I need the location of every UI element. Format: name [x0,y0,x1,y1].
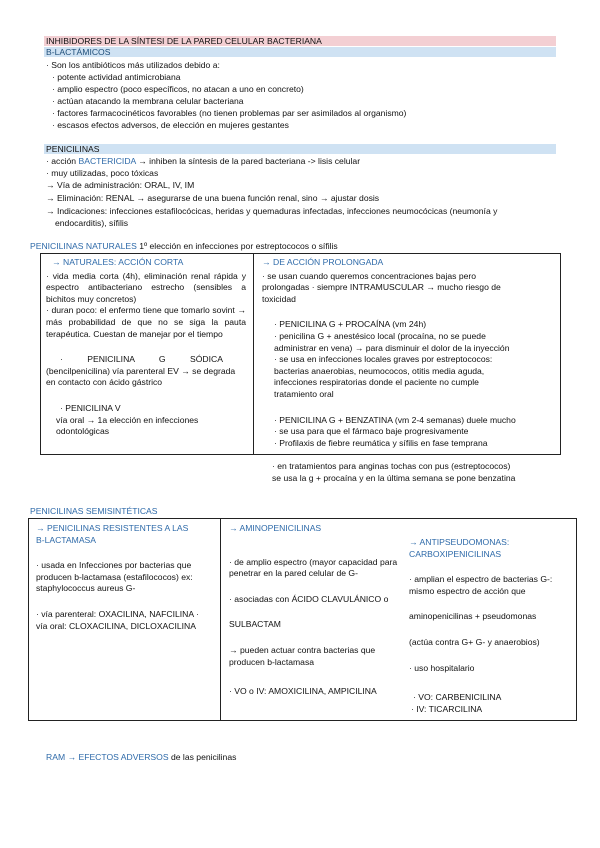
blactam-header: B-LACTÁMICOS [44,47,556,57]
paragraph: · PENICILINA G + BENZATINA (vm 2-4 semanas) duele mucho · se usa para que el fármaco baje progresivamente [274,414,516,437]
naturales-title-highlight: PENICILINAS NATURALES [30,241,137,251]
paragraph: · PENICILINA G + PROCAÍNA (vm 24h) [274,319,427,330]
bactericida-highlight: BACTERICIDA [78,156,136,166]
pen-line-3: → Vía de administración: ORAL, IV, IM [46,180,195,190]
paragraph: · uso hospitalario [409,662,475,673]
paragraph: · vía parenteral: OXACILINA, NAFCILINA · vía oral: CLOXACILINA, DICLOXACILINA [36,608,199,631]
semi-col1-header: → PENICILINAS RESISTENTES A LAS B-LACTAMASA [36,523,189,545]
pen-line-1 [46,156,360,168]
paragraph: SULBACTAM [229,619,281,630]
naturales-left-header: → NATURALES: ACCIÓN CORTA [52,257,184,267]
paragraph: · VO: CARBENICILINA [413,692,502,703]
paragraph: vía oral → 1a elección en infecciones odontológicas [56,414,199,437]
paragraph: · amplian el espectro de bacterias G-: mismo espectro de acción que [409,574,553,596]
paragraph: · penicilina G + anestésico local (procaína, no se puede administrar en vena) → para disminuir el dolor de la inyección [274,330,510,353]
paragraph: · VO o IV: AMOXICILINA, AMPICILINA [229,686,377,697]
penicilinas-header: PENICILINAS [44,144,556,154]
pen-line-6: endocarditis), sífilis [55,218,129,228]
naturales-right-col [258,257,530,485]
paragraph: · asociadas con ÁCIDO CLAVULÁNICO o [229,593,389,604]
paragraph: → pueden actuar contra bacterias que producen b-lactamasa [229,644,376,667]
list-item: · escasos efectos adversos, de elección en mujeres gestantes [52,120,289,130]
list-item: · amplio espectro (poco específicos, no atacan a uno en concreto) [52,84,304,94]
list-item: · potente actividad antimicrobiana [52,72,181,82]
paragraph: (actúa contra G+ G- y anaerobios) [409,636,540,647]
paragraph: (bencilpenicilina) vía parenteral EV → se degrada en contacto con ácido gástrico [46,365,236,388]
paragraph: aminopenicilinas + pseudomonas [409,611,537,622]
ram-title [46,752,236,764]
paragraph: · se usa en infecciones locales graves por estreptococos: bacterias anaerobias, neumococos, otitis media aguda, infecciones respiratorias donde el paciente no cumple tratamiento oral [274,354,493,399]
blactam-intro: · Son los antibióticos más utilizados debido a: [46,60,220,70]
semi-col3-header: → ANTIPSEUDOMONAS: CARBOXIPENICILINAS [409,537,510,559]
text: → inhiben la síntesis de la pared bacteriana -> lisis celular [135,156,361,166]
table-divider [220,518,221,721]
pen-line-4: → Eliminación: RENAL → asegurarse de una buena función renal, sino → ajustar dosis [46,193,380,203]
naturales-right-header: → DE ACCIÓN PROLONGADA [262,257,384,267]
semi-col-2 [229,523,411,698]
paragraph: · en tratamientos para anginas tochas con pus (estreptococos) se usa la g + procaína y en la última semana se pone benzatina [272,461,516,483]
paragraph: · PENICILINA G SÓDICA [60,354,223,365]
text: de las penicilinas [168,752,237,762]
semi-col-3 [409,537,574,715]
paragraph: · Profilaxis de fiebre reumática y sífilis en fase temprana [274,437,488,448]
paragraph: · PENICILINA V [60,402,121,413]
pen-line-2: · muy utilizadas, poco tóxicas [46,168,159,178]
paragraph: · de amplio espectro (mayor capacidad para penetrar en la pared celular de G- [229,556,398,579]
naturales-title [30,241,338,253]
naturales-left-col [46,257,246,438]
paragraph: · duran poco: el enfermo tiene que tomarlo sovint → más probabilidad de que no se siga la pauta terapéutica. Cuestan de manejar por el tiempo [46,305,246,339]
semi-col-1 [36,523,214,632]
semi-col2-header: → AMINOPENICILINAS [229,523,322,533]
list-item: · factores farmacocinéticos favorables (no tienen problemas par ser asimilados al organismo) [52,108,407,118]
text: · acción [46,156,79,166]
paragraph: · IV: TICARCILINA [411,703,483,714]
ram-highlight: RAM → EFECTOS ADVERSOS [46,752,169,762]
paragraph: · usada en Infecciones por bacterias que producen b-lactamasa (estafilococos) ex: staphylococcus aureus G- [36,560,193,594]
paragraph: · vida media corta (4h), eliminación renal rápida y espectro antibacteriano estrecho (sensibles a bichitos muy concretos) [46,270,246,304]
text: 1º elección en infecciones por estreptococos o sífilis [136,241,338,251]
list-item: · actúan atacando la membrana celular bacteriana [52,96,244,106]
paragraph: · se usan cuando queremos concentraciones bajas pero prolongadas · siempre INTRAMUSCULAR → mucho riesgo de toxicidad [262,270,501,304]
pen-line-5: → Indicaciones: infecciones estafilocócicas, heridas y quemaduras infectadas, infecciones neumocócicas (neumonía y [46,206,498,216]
semisinteticas-title: PENICILINAS SEMISINTÉTICAS [30,506,158,516]
table-divider [253,253,254,455]
section-title: INHIBIDORES DE LA SÍNTESI DE LA PARED CELULAR BACTERIANA [44,36,556,46]
